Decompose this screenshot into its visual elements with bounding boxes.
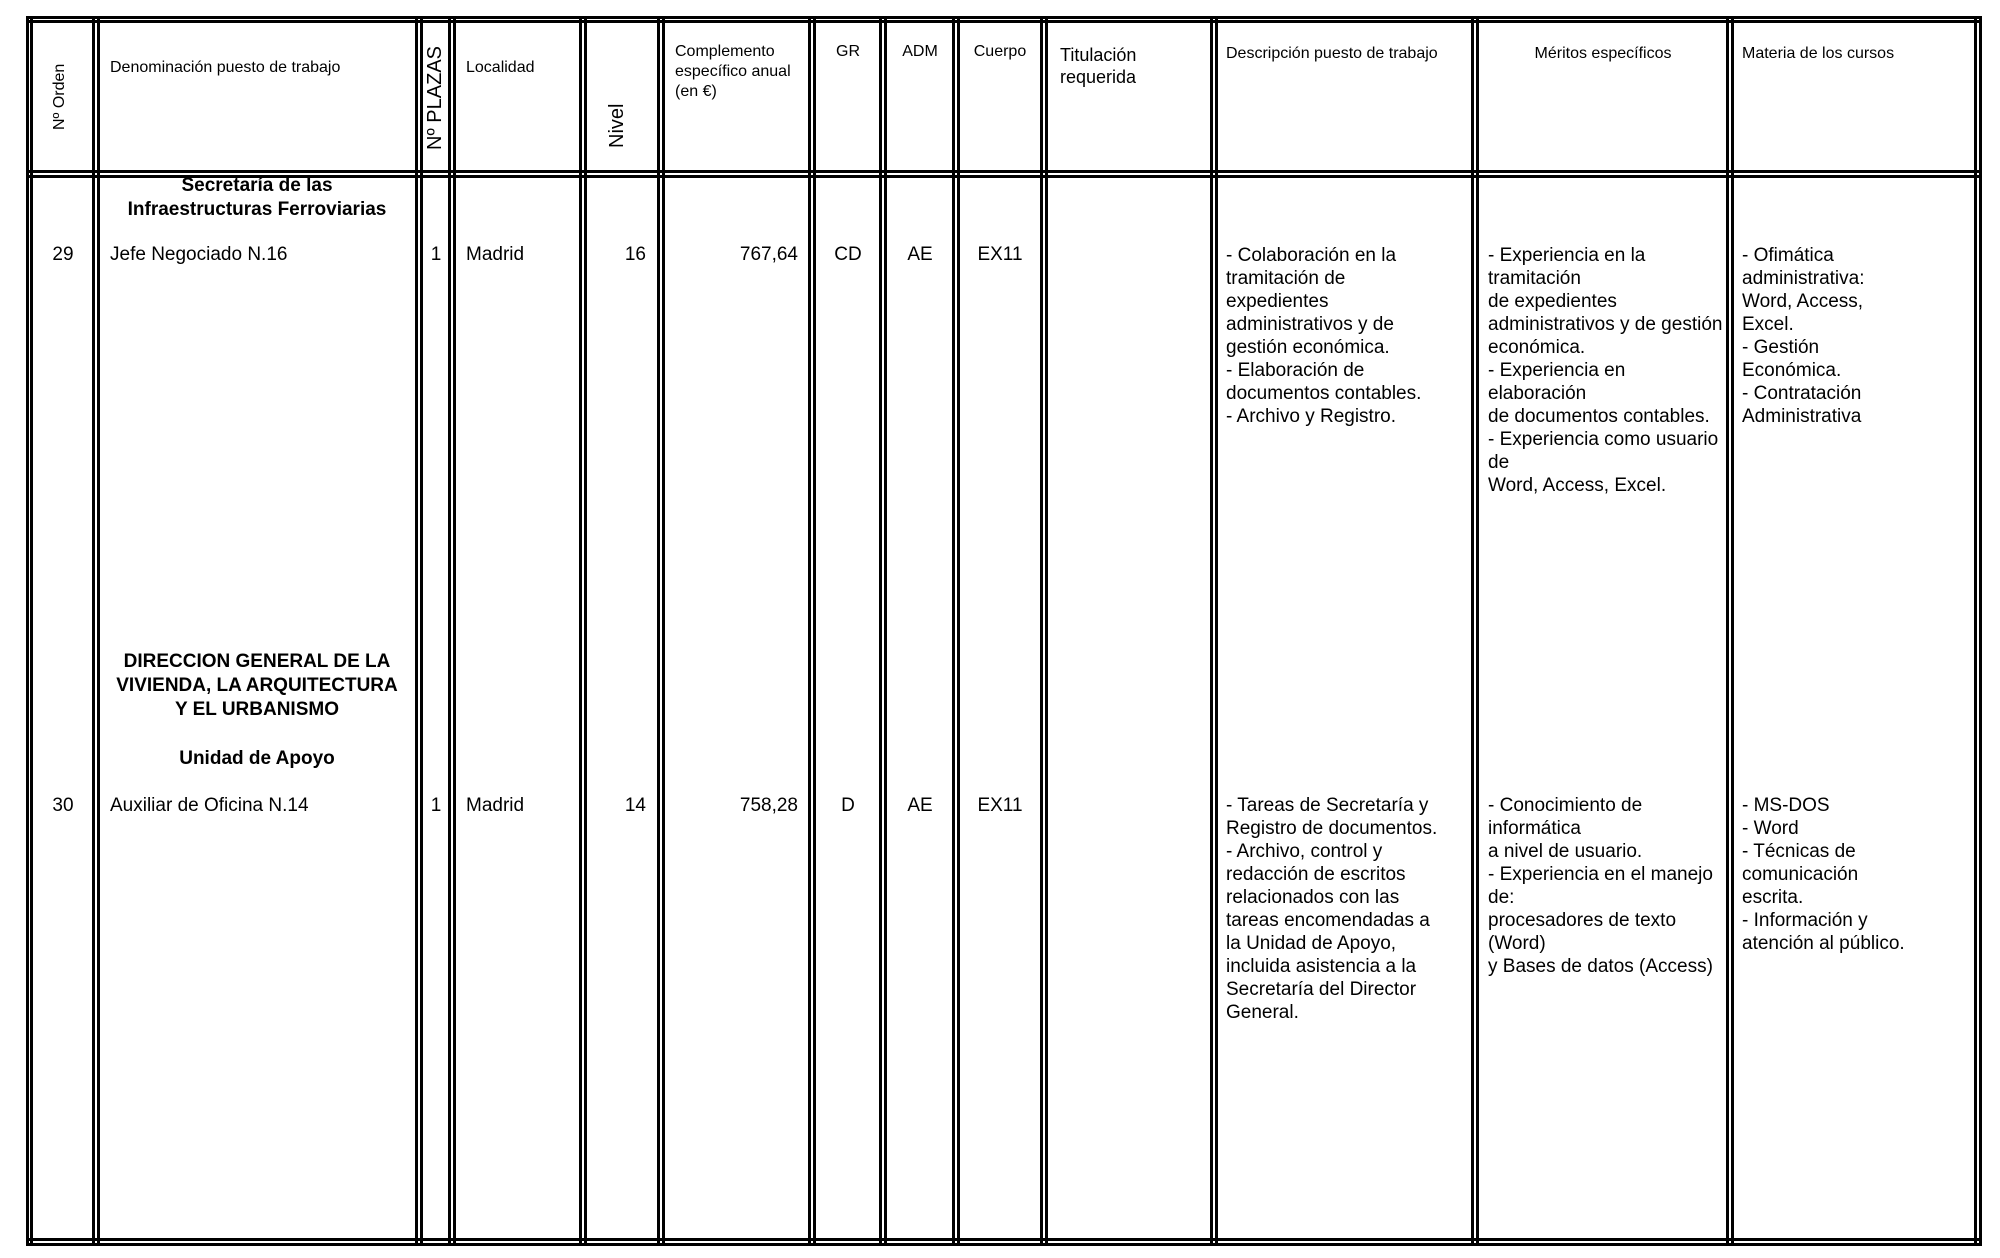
header-nivel: Nivel <box>606 103 628 148</box>
row-29-localidad: Madrid <box>466 244 525 265</box>
header-cuerpo: Cuerpo <box>973 43 1027 60</box>
row-29-meritos: - Experiencia en la tramitación de expedientes administrativos y de gestión económica. - Experiencia en elaboración de documentos contables. - Experiencia como usuario de Word, Access, Excel. <box>1488 245 1723 496</box>
row-29-gr: CD <box>834 244 862 265</box>
row-29-denominacion: Jefe Negociado N.16 <box>110 244 288 265</box>
row-29-orden: 29 <box>52 244 74 265</box>
row-29-materia: - Ofimática administrativa: Word, Access, Excel. - Gestión Económica. - Contratación Administrativa <box>1742 245 1865 427</box>
job-positions-table <box>26 16 1982 1246</box>
header-complemento: Complemento específico anual (en €) <box>675 43 791 100</box>
row-30-denominacion: Auxiliar de Oficina N.14 <box>110 795 309 816</box>
row-30-materia: - MS-DOS - Word - Técnicas de comunicación escrita. - Información y atención al público. <box>1742 795 1905 954</box>
header-materia: Materia de los cursos <box>1742 45 1895 62</box>
row-30-nivel: 14 <box>624 795 646 816</box>
section-subtitle-unidad-apoyo: Unidad de Apoyo <box>179 748 335 769</box>
row-29-nivel: 16 <box>624 244 646 265</box>
table-top-border-inner <box>26 20 1982 23</box>
table-bottom-border <box>26 1243 1982 1246</box>
header-meritos: Méritos específicos <box>1534 45 1672 62</box>
section-title-secretaria: Secretaría de las Infraestructuras Ferroviarias <box>127 175 387 220</box>
header-orden: Nº Orden <box>51 63 68 130</box>
header-bottom-border <box>26 170 1982 173</box>
section-title-direccion-general: DIRECCION GENERAL DE LA VIVIENDA, LA ARQUITECTURA Y EL URBANISMO <box>116 651 398 720</box>
row-29-adm: AE <box>907 244 933 265</box>
row-29-descripcion: - Colaboración en la tramitación de expedientes administrativos y de gestión económica. - Elaboración de documentos contables. - Archivo y Registro. <box>1226 245 1422 427</box>
row-30-meritos: - Conocimiento de informática a nivel de usuario. - Experiencia en el manejo de: procesadores de texto (Word) y Bases de datos (Access) <box>1488 795 1713 977</box>
header-descripcion: Descripción puesto de trabajo <box>1226 45 1438 62</box>
header-denominacion: Denominación puesto de trabajo <box>110 59 341 76</box>
row-29-cuerpo: EX11 <box>977 244 1023 265</box>
row-30-plazas: 1 <box>430 795 442 816</box>
table-top-border <box>26 16 1982 19</box>
row-30-cuerpo: EX11 <box>977 795 1023 816</box>
row-30-orden: 30 <box>52 795 74 816</box>
row-29-plazas: 1 <box>430 244 442 265</box>
header-titulacion: Titulación requerida <box>1060 45 1137 87</box>
row-30-localidad: Madrid <box>466 795 525 816</box>
header-gr: GR <box>836 43 860 60</box>
row-30-gr: D <box>841 795 855 816</box>
row-30-adm: AE <box>907 795 933 816</box>
header-plazas: Nº PLAZAS <box>424 45 446 150</box>
header-adm: ADM <box>902 43 938 60</box>
table-bottom-border-inner <box>26 1238 1982 1241</box>
row-30-descripcion: - Tareas de Secretaría y Registro de documentos. - Archivo, control y redacción de escritos relacionados con las tareas encomendadas a la Unidad de Apoyo, incluida asistencia a la Secretaría del Director General. <box>1226 795 1438 1023</box>
row-30-complemento: 758,28 <box>739 795 798 816</box>
header-localidad: Localidad <box>466 59 535 76</box>
row-29-complemento: 767,64 <box>739 244 798 265</box>
